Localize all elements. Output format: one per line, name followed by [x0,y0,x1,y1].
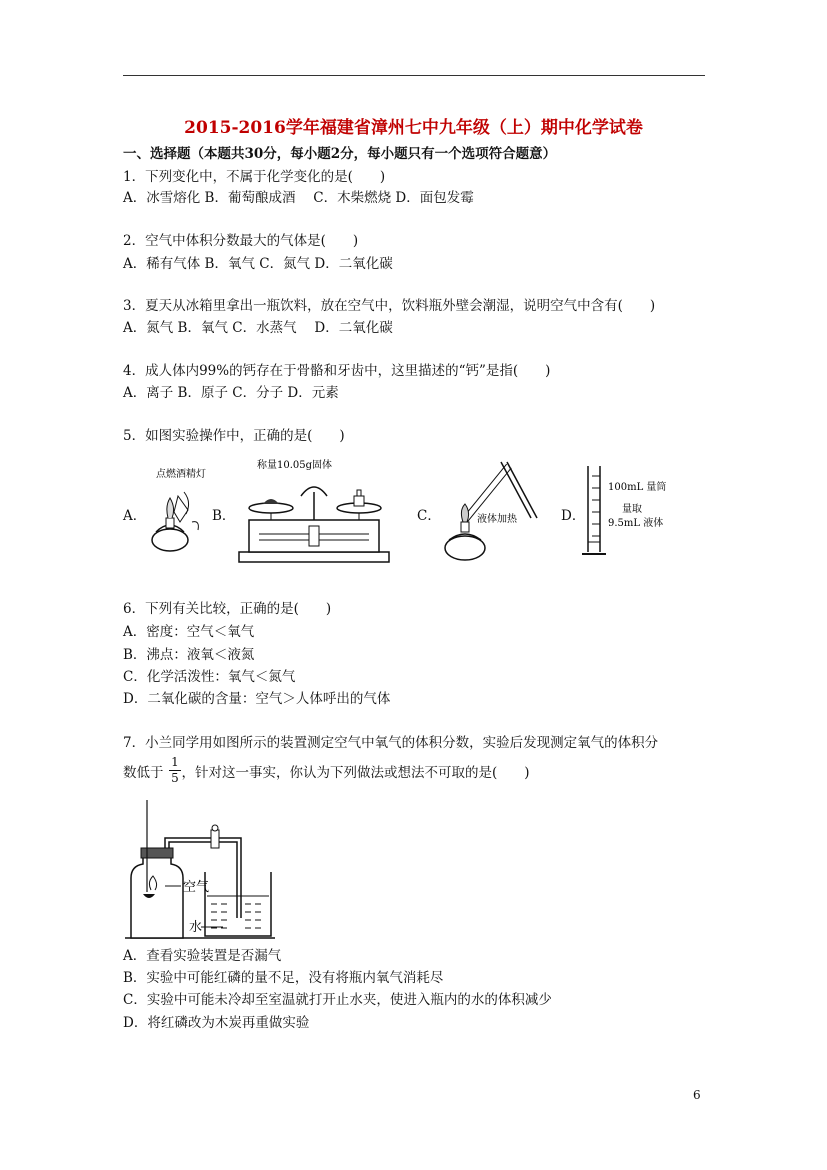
q5-label-d: D． [561,508,586,524]
page-title: 2015-2016学年福建省漳州七中九年级（上）期中化学试卷 [184,118,643,138]
page-number: 6 [693,1088,701,1102]
fraction-numerator: 1 [171,755,179,769]
q7-stem-suffix: ，针对这一事实，你认为下列做法或想法不可取的是( ) [181,765,530,781]
q3-stem: 3．夏天从冰箱里拿出一瓶饮料，放在空气中，饮料瓶外壁会潮湿，说明空气中含有( ) [123,298,656,314]
q4-options: A．离子 B．原子 C．分子 D．元素 [123,385,339,401]
balance-weighing-illustration [235,456,395,568]
air-label: 空气 [183,880,210,895]
q7-stem-line2 [123,764,530,782]
q7-stem-line1: 7．小兰同学用如图所示的装置测定空气中氧气的体积分数，实验后发现测定氧气的体积分 [123,735,659,751]
q2-stem: 2．空气中体积分数最大的气体是( ) [123,233,359,249]
q5-label-b: B． [212,508,236,524]
img-d-caption-1: 100mL 量筒 [608,482,667,493]
q7-option-a: A．查看实验装置是否漏气 [123,948,282,964]
q5-stem: 5．如图实验操作中，正确的是( ) [123,428,345,444]
oxygen-measurement-apparatus-illustration [125,798,275,943]
q6-option-a: A．密度：空气＜氧气 [123,624,255,640]
header-rule [123,75,705,76]
q4-stem: 4．成人体内99%的钙存在于骨骼和牙齿中，这里描述的“钙”是指( ) [123,363,551,379]
q7-option-b: B．实验中可能红磷的量不足，没有将瓶内氧气消耗尽 [123,970,444,986]
water-label: 水 [189,920,203,935]
img-d-caption-2: 量取 [622,504,642,515]
liquid-heating-illustration [435,458,545,573]
img-a-caption: 点燃酒精灯 [156,469,206,480]
img-c-caption: 液体加热 [477,514,517,525]
graduated-cylinder-illustration [582,462,682,562]
fraction-denominator: 5 [171,771,179,785]
q2-options: A．稀有气体 B．氧气 C．氮气 D．二氧化碳 [123,256,393,272]
q6-option-b: B．沸点：液氧＜液氮 [123,647,255,663]
q7-stem-prefix: 数低于 [123,765,164,781]
q6-option-d: D．二氧化碳的含量：空气＞人体呼出的气体 [123,691,391,707]
img-d-caption-3: 9.5mL 液体 [608,518,664,529]
q7-option-d: D．将红磷改为木炭再重做实验 [123,1015,310,1031]
q7-option-c: C．实验中可能未冷却至室温就打开止水夹，使进入瓶内的水的体积减少 [123,992,552,1008]
q1-options: A．冰雪熔化 B．葡萄酿成酒 C．木柴燃烧 D．面包发霉 [123,190,474,206]
q3-options: A．氮气 B．氧气 C．水蒸气 D．二氧化碳 [123,320,393,336]
alcohol-lamp-lighting-illustration [140,462,210,572]
q5-label-c: C． [417,508,441,524]
one-fifth-fraction [169,756,181,785]
q5-label-a: A． [123,508,147,524]
img-b-caption: 称量10.05g固体 [257,460,333,471]
q6-stem: 6．下列有关比较，正确的是( ) [123,601,332,617]
q6-option-c: C．化学活泼性：氧气＜氮气 [123,669,296,685]
q1-stem: 1．下列变化中，不属于化学变化的是( ) [123,169,386,185]
section-heading: 一、选择题（本题共30分，每小题2分，每小题只有一个选项符合题意） [123,146,557,162]
